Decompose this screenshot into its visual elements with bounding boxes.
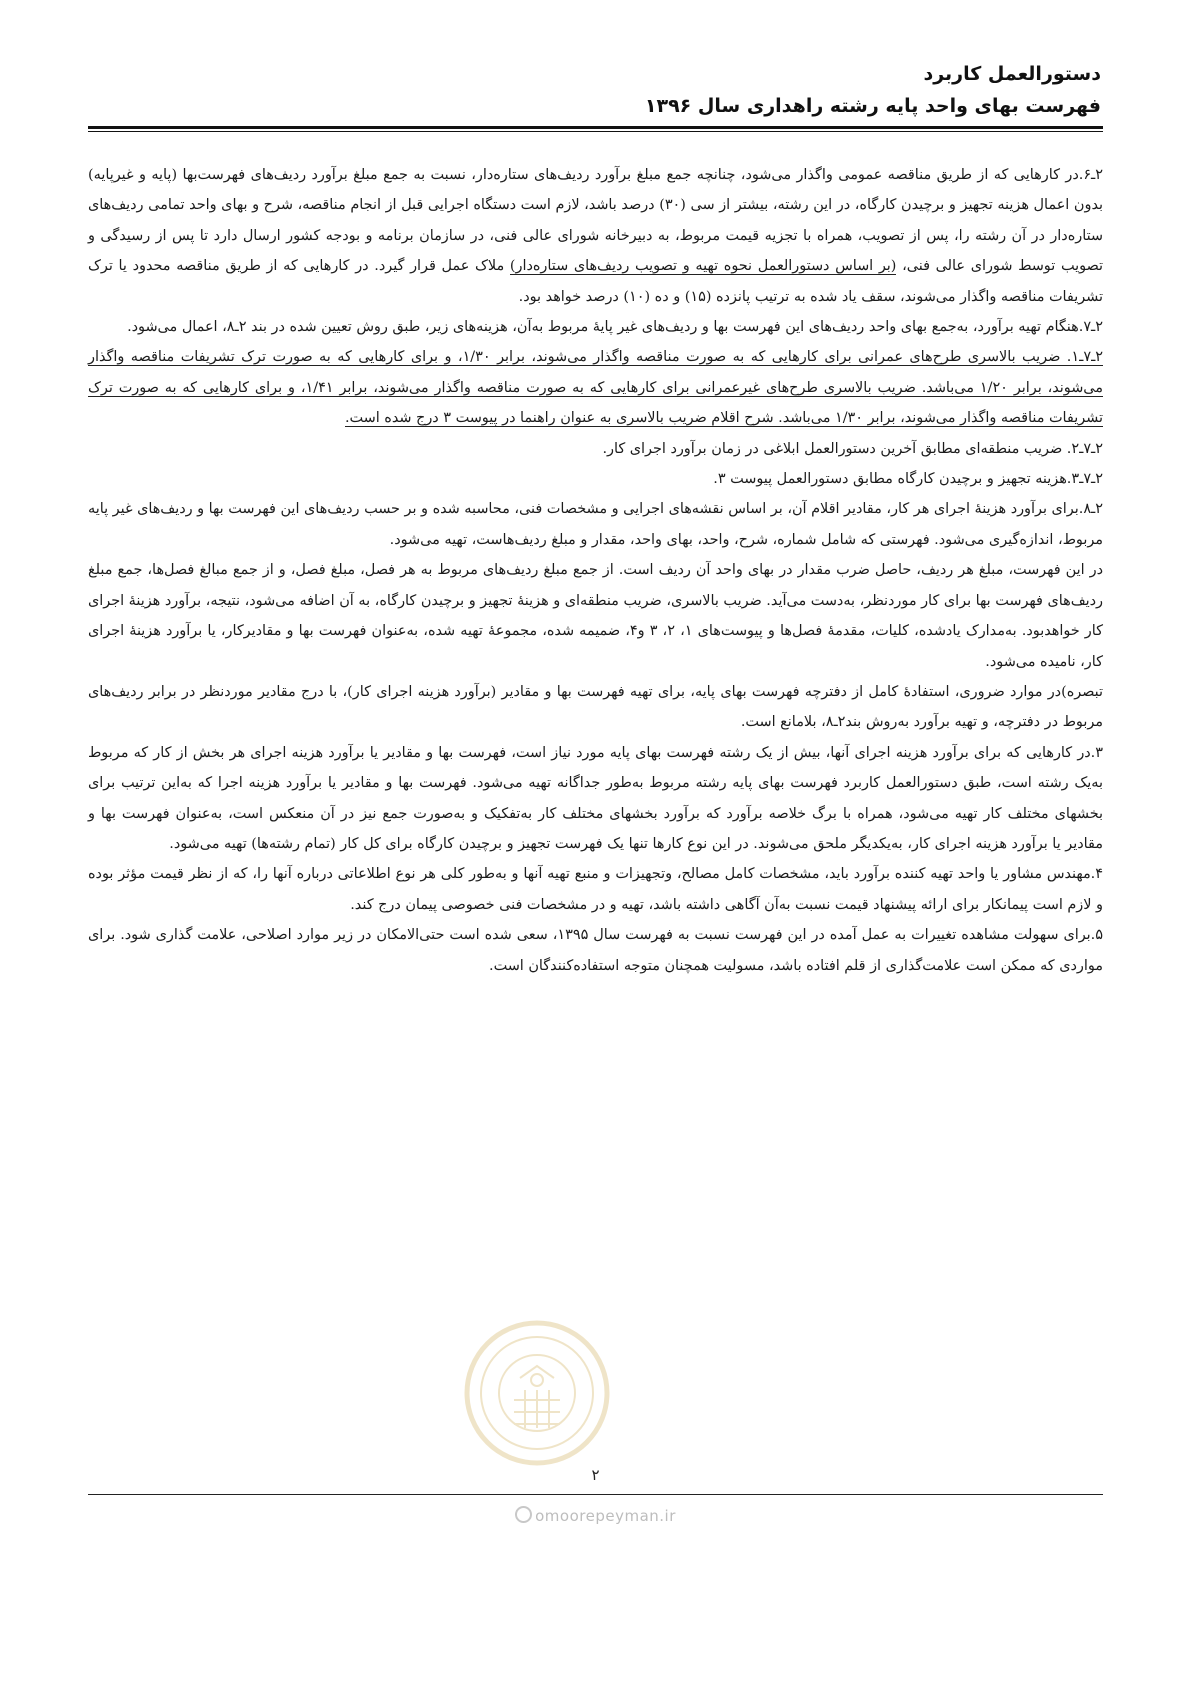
paragraph-4: ۴.مهندس مشاور یا واحد تهیه کننده برآورد باید، مشخصات کامل مصالح، وتجهیزات و منبع تهیه آنها و به‌طور کلی هر نوع اطلاعاتی درباره آنها را، که از نظر قیمت مؤثر بوده و لازم است پیمانکار برای ارائه پیشنهاد قیمت نسبت به‌آن آگاهی داشته باشد، تهیه و در مشخصات فنی خصوصی پیمان درج کند. [88, 866, 1103, 913]
footer-divider [88, 1494, 1103, 1495]
footer-website-text: omoorepeyman.ir [535, 1507, 676, 1525]
header-divider-thick [88, 126, 1103, 129]
seal-logo-icon [462, 1318, 612, 1468]
underlined-clause: ۲ـ۷ـ۱. ضریب بالاسری طرح‌های عمرانی برای کارهایی که به صورت مناقصه واگذار می‌شوند، برابر ۱/۳۰، و برای کارهایی که به صورت ترک تشریفات مناقصه واگذار می‌شوند، برابر ۱/۲۰ می‌باشد. ضریب بالاسری طرح‌های غیرعمرانی برای کارهایی که به صورت مناقصه واگذار می‌شوند، برابر ۱/۴۱، و برای کارهایی که به صورت ترک تشریفات مناقصه واگذار می‌شوند، برابر ۱/۳۰ می‌باشد. شرح اقلام ضریب بالاسری به عنوان راهنما در پیوست ۳ درج شده است. [88, 349, 1104, 427]
paragraph-2-6: ۲ـ۶.در کارهایی که از طریق مناقصه عمومی واگذار می‌شود، چنانچه جمع مبلغ برآورد ردیف‌های ستاره‌دار، نسبت به جمع مبلغ برآورد ردیف‌های فهرست‌بها (پایه و غیرپایه) بدون اعمال هزینه تجهیز و برچیدن کارگاه، در این رشته، بیشتر از سی (۳۰) درصد باشد، لازم است دستگاه اجرایی قبل از انجام مناقصه، شرح و بهای واحد تمامی ردیف‌های ستاره‌دار در آن رشته را، پس از تصویب، همراه با تجزیه قیمت مربوط، به دبیرخانه شورای عالی فنی، در سازمان برنامه و بودجه کشور ارسال دارد تا پس از رسیدگی و تصویب توسط شورای عالی فنی، (بر اساس دستورالعمل نحوه تهیه و تصویب ردیف‌های ستاره‌دار) ملاک عمل قرار گیرد. در کارهایی که از طریق مناقصه محدود یا ترک تشریفات مناقصه واگذار می‌شوند، سقف یاد شده به ترتیب پانزده (۱۵) و ده (۱۰) درصد خواهد بود. [88, 167, 1104, 305]
page-number: ۲ [591, 1466, 600, 1484]
document-subtitle: فهرست بهای واحد پایه رشته راهداری سال ۱۳۹۶ [644, 95, 1101, 117]
paragraph-2-7-1 [88, 342, 1103, 433]
footer-website [0, 1506, 1191, 1525]
paragraph-list-description: در این فهرست، مبلغ هر ردیف، حاصل ضرب مقدار در بهای واحد آن ردیف است. از جمع مبلغ ردیف‌های مربوط به هر فصل، مبلغ فصل، و از جمع مبالغ فصل‌ها، جمع مبلغ ردیف‌های فهرست بها برای کار موردنظر، به‌دست می‌آید. ضریب بالاسری، ضریب منطقه‌ای و هزینهٔ تجهیز و برچیدن کارگاه، به آن اضافه می‌شود، نتیجه، برآورد هزینهٔ اجرای کار خواهدبود. به‌مدارک یادشده، کلیات، مقدمهٔ فصل‌ها و پیوست‌های ۱، ۲، ۳ و۴، ضمیمه شده، مجموعهٔ تهیه شده، به‌عنوان فهرست بها و مقادیرکار، یا برآورد هزینهٔ اجرای کار، نامیده می‌شود. [88, 562, 1103, 670]
page-header [101, 58, 1101, 122]
document-body [88, 160, 1103, 981]
paragraph-2-8: ۲ـ۸.برای برآورد هزینهٔ اجرای هر کار، مقادیر اقلام آن، بر اساس نقشه‌های اجرایی و مشخصات فنی، محاسبه شده و بر حسب ردیف‌های این فهرست بها و ردیف‌های غیر پایه مربوط، اندازه‌گیری می‌شود. فهرستی که شامل شماره، شرح، واحد، بهای واحد، مقدار و مبلغ ردیف‌هاست، تهیه می‌شود. [88, 501, 1103, 548]
paragraph-2-7-2: ۲ـ۷ـ۲. ضریب منطقه‌ای مطابق آخرین دستورالعمل ابلاغی در زمان برآورد اجرای کار. [602, 440, 1103, 457]
paragraph-3: ۳.در کارهایی که برای برآورد هزینه اجرای آنها، بیش از یک رشته فهرست بهای پایه مورد نیاز است، فهرست بها و مقادیر یا برآورد هزینه اجرای هر بخش از کار که مربوط به‌یک رشته است، طبق دستورالعمل کاربرد فهرست بهای پایه رشته مربوط به‌طور جداگانه تهیه می‌شود. فهرست بها و مقادیر یا برآورد هزینه اجرا که به‌این ترتیب برای بخشهای مختلف کار تهیه می‌شود، همراه با برگ خلاصه برآورد که برآورد بخشهای مختلف کار به‌تفکیک و به‌صورت جمع نیز در آن منعکس است، به‌عنوان فهرست بها و مقادیر یا برآورد هزینه اجرای کار، به‌یکدیگر ملحق می‌شوند. در این نوع کارها تنها یک فهرست تجهیز و برچیدن کارگاه برای کل کار (تمام رشته‌ها) تهیه می‌شود. [88, 744, 1103, 852]
header-divider-thin [88, 131, 1103, 132]
paragraph-5: ۵.برای سهولت مشاهده تغییرات به عمل آمده در این فهرست نسبت به فهرست سال ۱۳۹۵، سعی شده است حتی‌الامکان در زیر موارد اصلاحی، علامت گذاری شود. برای مواردی که ممکن است علامت‌گذاری از قلم افتاده باشد، مسولیت همچنان متوجه استفاده‌کنندگان است. [88, 927, 1103, 974]
paragraph-note: تبصره)در موارد ضروری، استفادهٔ کامل از دفترچه فهرست بهای پایه، برای تهیه فهرست بها و مقادیر (برآورد هزینه اجرای کار)، با درج مقادیر موردنظر در برابر ردیف‌های مربوط در دفترچه، و تهیه برآورد به‌روش بند۲ـ۸، بلامانع است. [88, 683, 1103, 731]
paragraph-2-7-3: ۲ـ۷ـ۳.هزینه تجهیز و برچیدن کارگاه مطابق دستورالعمل پیوست ۳. [713, 471, 1103, 488]
underlined-phrase: (بر اساس دستورالعمل نحوه تهیه و تصویب ردیف‌های ستاره‌دار) [509, 258, 897, 275]
at-sign-icon [515, 1506, 532, 1523]
paragraph-2-7: ۲ـ۷.هنگام تهیه برآورد، به‌جمع بهای واحد ردیف‌های این فهرست بها و ردیف‌های غیر پایهٔ مربوط به‌آن، هزینه‌های زیر، طبق روش تعیین شده در بند ۲ـ۸، اعمال می‌شود. [127, 319, 1103, 336]
document-title: دستورالعمل کاربرد [923, 63, 1101, 85]
